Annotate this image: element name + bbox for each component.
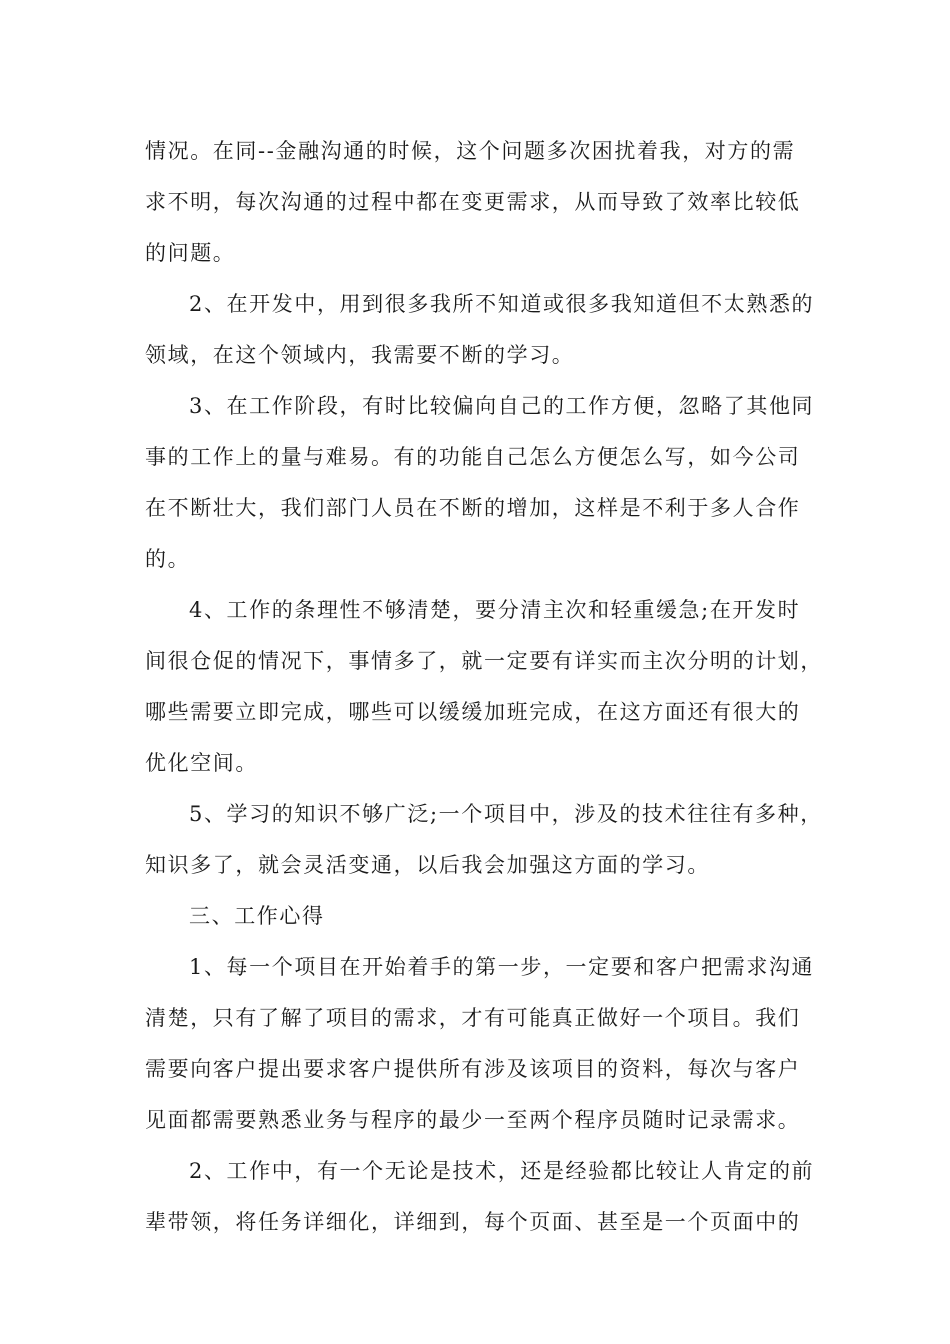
section-heading: 三、工作心得 — [189, 904, 325, 928]
text-line: 事的工作上的量与难易。有的功能自己怎么方便怎么写，如今公司 — [145, 445, 801, 469]
text-line: 哪些需要立即完成，哪些可以缓缓加班完成，在这方面还有很大的 — [145, 700, 801, 724]
text-line: 5、学习的知识不够广泛;一个项目中，涉及的技术往往有多种， — [189, 802, 823, 826]
text-line: 清楚，只有了解了项目的需求，才有可能真正做好一个项目。我们 — [145, 1006, 801, 1030]
text-line: 优化空间。 — [145, 751, 258, 775]
text-line: 求不明，每次沟通的过程中都在变更需求，从而导致了效率比较低 — [145, 190, 801, 214]
text-line: 3、在工作阶段，有时比较偏向自己的工作方便，忽略了其他同 — [189, 394, 815, 418]
text-line: 见面都需要熟悉业务与程序的最少一至两个程序员随时记录需求。 — [145, 1108, 801, 1132]
text-line: 知识多了，就会灵活变通，以后我会加强这方面的学习。 — [145, 853, 710, 877]
text-line: 在不断壮大，我们部门人员在不断的增加，这样是不利于多人合作 — [145, 496, 801, 520]
text-line: 的问题。 — [145, 241, 236, 265]
text-line: 的。 — [145, 547, 191, 571]
text-line: 情况。在同--金融沟通的时候，这个问题多次困扰着我，对方的需 — [145, 139, 796, 163]
text-line: 辈带领，将任务详细化，详细到，每个页面、甚至是一个页面中的 — [145, 1210, 801, 1234]
text-line: 需要向客户提出要求客户提供所有涉及该项目的资料，每次与客户 — [145, 1057, 801, 1081]
text-line: 领域，在这个领域内，我需要不断的学习。 — [145, 343, 575, 367]
text-line: 4、工作的条理性不够清楚，要分清主次和轻重缓急;在开发时 — [189, 598, 801, 622]
text-line: 2、工作中，有一个无论是技术，还是经验都比较让人肯定的前 — [189, 1159, 815, 1183]
text-line: 1、每一个项目在开始着手的第一步，一定要和客户把需求沟通 — [189, 955, 815, 979]
text-line: 间很仓促的情况下，事情多了，就一定要有详实而主次分明的计划， — [145, 649, 823, 673]
document-body — [145, 126, 823, 1248]
text-line: 2、在开发中，用到很多我所不知道或很多我知道但不太熟悉的 — [189, 292, 815, 316]
